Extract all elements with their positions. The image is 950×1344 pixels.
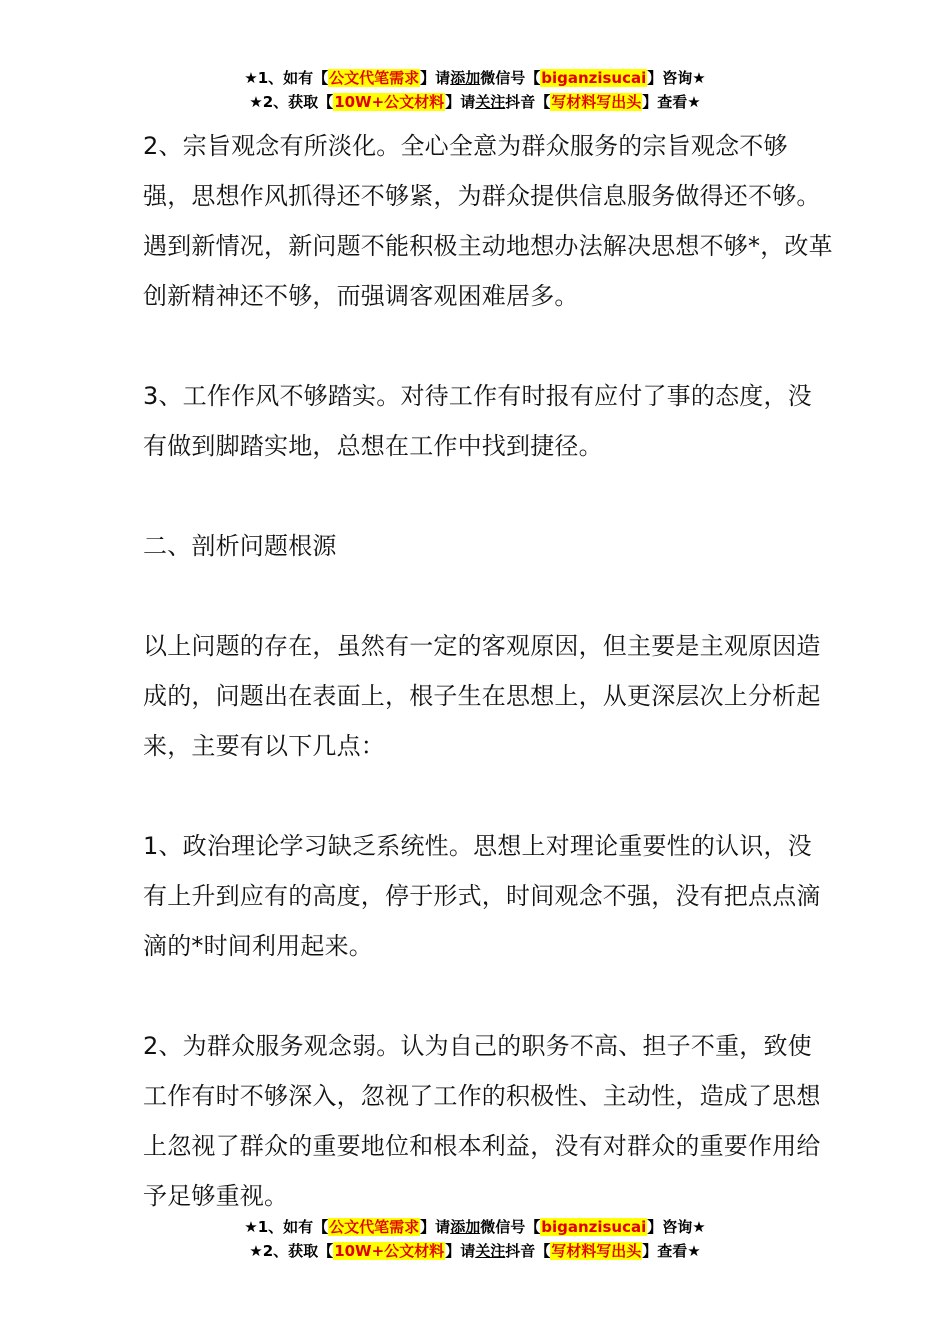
banner-text: 】查看★ xyxy=(642,93,701,111)
footer-banner xyxy=(0,1215,950,1263)
banner-text: 抖音【 xyxy=(505,93,551,111)
banner-text: ★1、如有【 xyxy=(244,69,329,87)
paragraph-service-awareness: 2、为群众服务观念弱。认为自己的职务不高、担子不重，致使工作有时不够深入，忽视了工作的积极性、主动性，造成了思想上忽视了群众的重要地位和根本利益，没有对群众的重要作用给予足够重视。 xyxy=(143,1032,821,1210)
banner-text: 】咨询★ xyxy=(647,1218,706,1236)
banner-highlight: 写材料写出头 xyxy=(551,1242,642,1260)
banner-text: 】请 xyxy=(445,93,476,111)
paragraph-root-cause-intro: 以上问题的存在，虽然有一定的客观原因，但主要是主观原因造成的，问题出在表面上，根子生在思想上，从更深层次上分析起来，主要有以下几点： xyxy=(143,632,821,760)
banner-text: 】咨询★ xyxy=(647,69,706,87)
paragraph-theory-study: 1、政治理论学习缺乏系统性。思想上对理论重要性的认识，没有上升到应有的高度，停于形式，时间观念不强，没有把点点滴滴的*时间利用起来。 xyxy=(143,832,821,960)
banner-text: 微信号【 xyxy=(480,69,541,87)
paragraph-work-style: 3、工作作风不够踏实。对待工作有时报有应付了事的态度，没有做到脚踏实地，总想在工作中找到捷径。 xyxy=(143,382,812,460)
document-body xyxy=(143,121,833,1221)
banner-line-2 xyxy=(0,1239,950,1263)
banner-text: 】请 xyxy=(445,1242,476,1260)
banner-line-2 xyxy=(0,90,950,114)
banner-emphasis: 添加 xyxy=(450,1218,481,1236)
banner-highlight: 公文代笔需求 xyxy=(329,1218,420,1236)
banner-text: 】请 xyxy=(420,69,451,87)
banner-wechat-id: biganzisucai xyxy=(541,1218,647,1236)
header-banner xyxy=(0,66,950,114)
paragraph-purpose-weakened: 2、宗旨观念有所淡化。全心全意为群众服务的宗旨观念不够强，思想作风抓得还不够紧，为群众提供信息服务做得还不够。遇到新情况，新问题不能积极主动地想办法解决思想不够*，改革创新精神还不够，而强调客观困难居多。 xyxy=(143,132,833,310)
banner-line-1 xyxy=(0,1215,950,1239)
banner-line-1 xyxy=(0,66,950,90)
banner-text: 微信号【 xyxy=(480,1218,541,1236)
banner-text: ★2、获取【 xyxy=(249,93,334,111)
section-heading: 二、剖析问题根源 xyxy=(143,532,337,560)
banner-text: ★2、获取【 xyxy=(249,1242,334,1260)
banner-highlight: 写材料写出头 xyxy=(551,93,642,111)
banner-text: 抖音【 xyxy=(505,1242,551,1260)
banner-emphasis: 添加 xyxy=(450,69,481,87)
banner-text: 】查看★ xyxy=(642,1242,701,1260)
banner-highlight: 10W+公文材料 xyxy=(334,1242,445,1260)
banner-highlight: 公文代笔需求 xyxy=(329,69,420,87)
banner-emphasis: 关注 xyxy=(475,93,506,111)
banner-text: ★1、如有【 xyxy=(244,1218,329,1236)
banner-emphasis: 关注 xyxy=(475,1242,506,1260)
banner-wechat-id: biganzisucai xyxy=(541,69,647,87)
banner-text: 】请 xyxy=(420,1218,451,1236)
banner-highlight: 10W+公文材料 xyxy=(334,93,445,111)
